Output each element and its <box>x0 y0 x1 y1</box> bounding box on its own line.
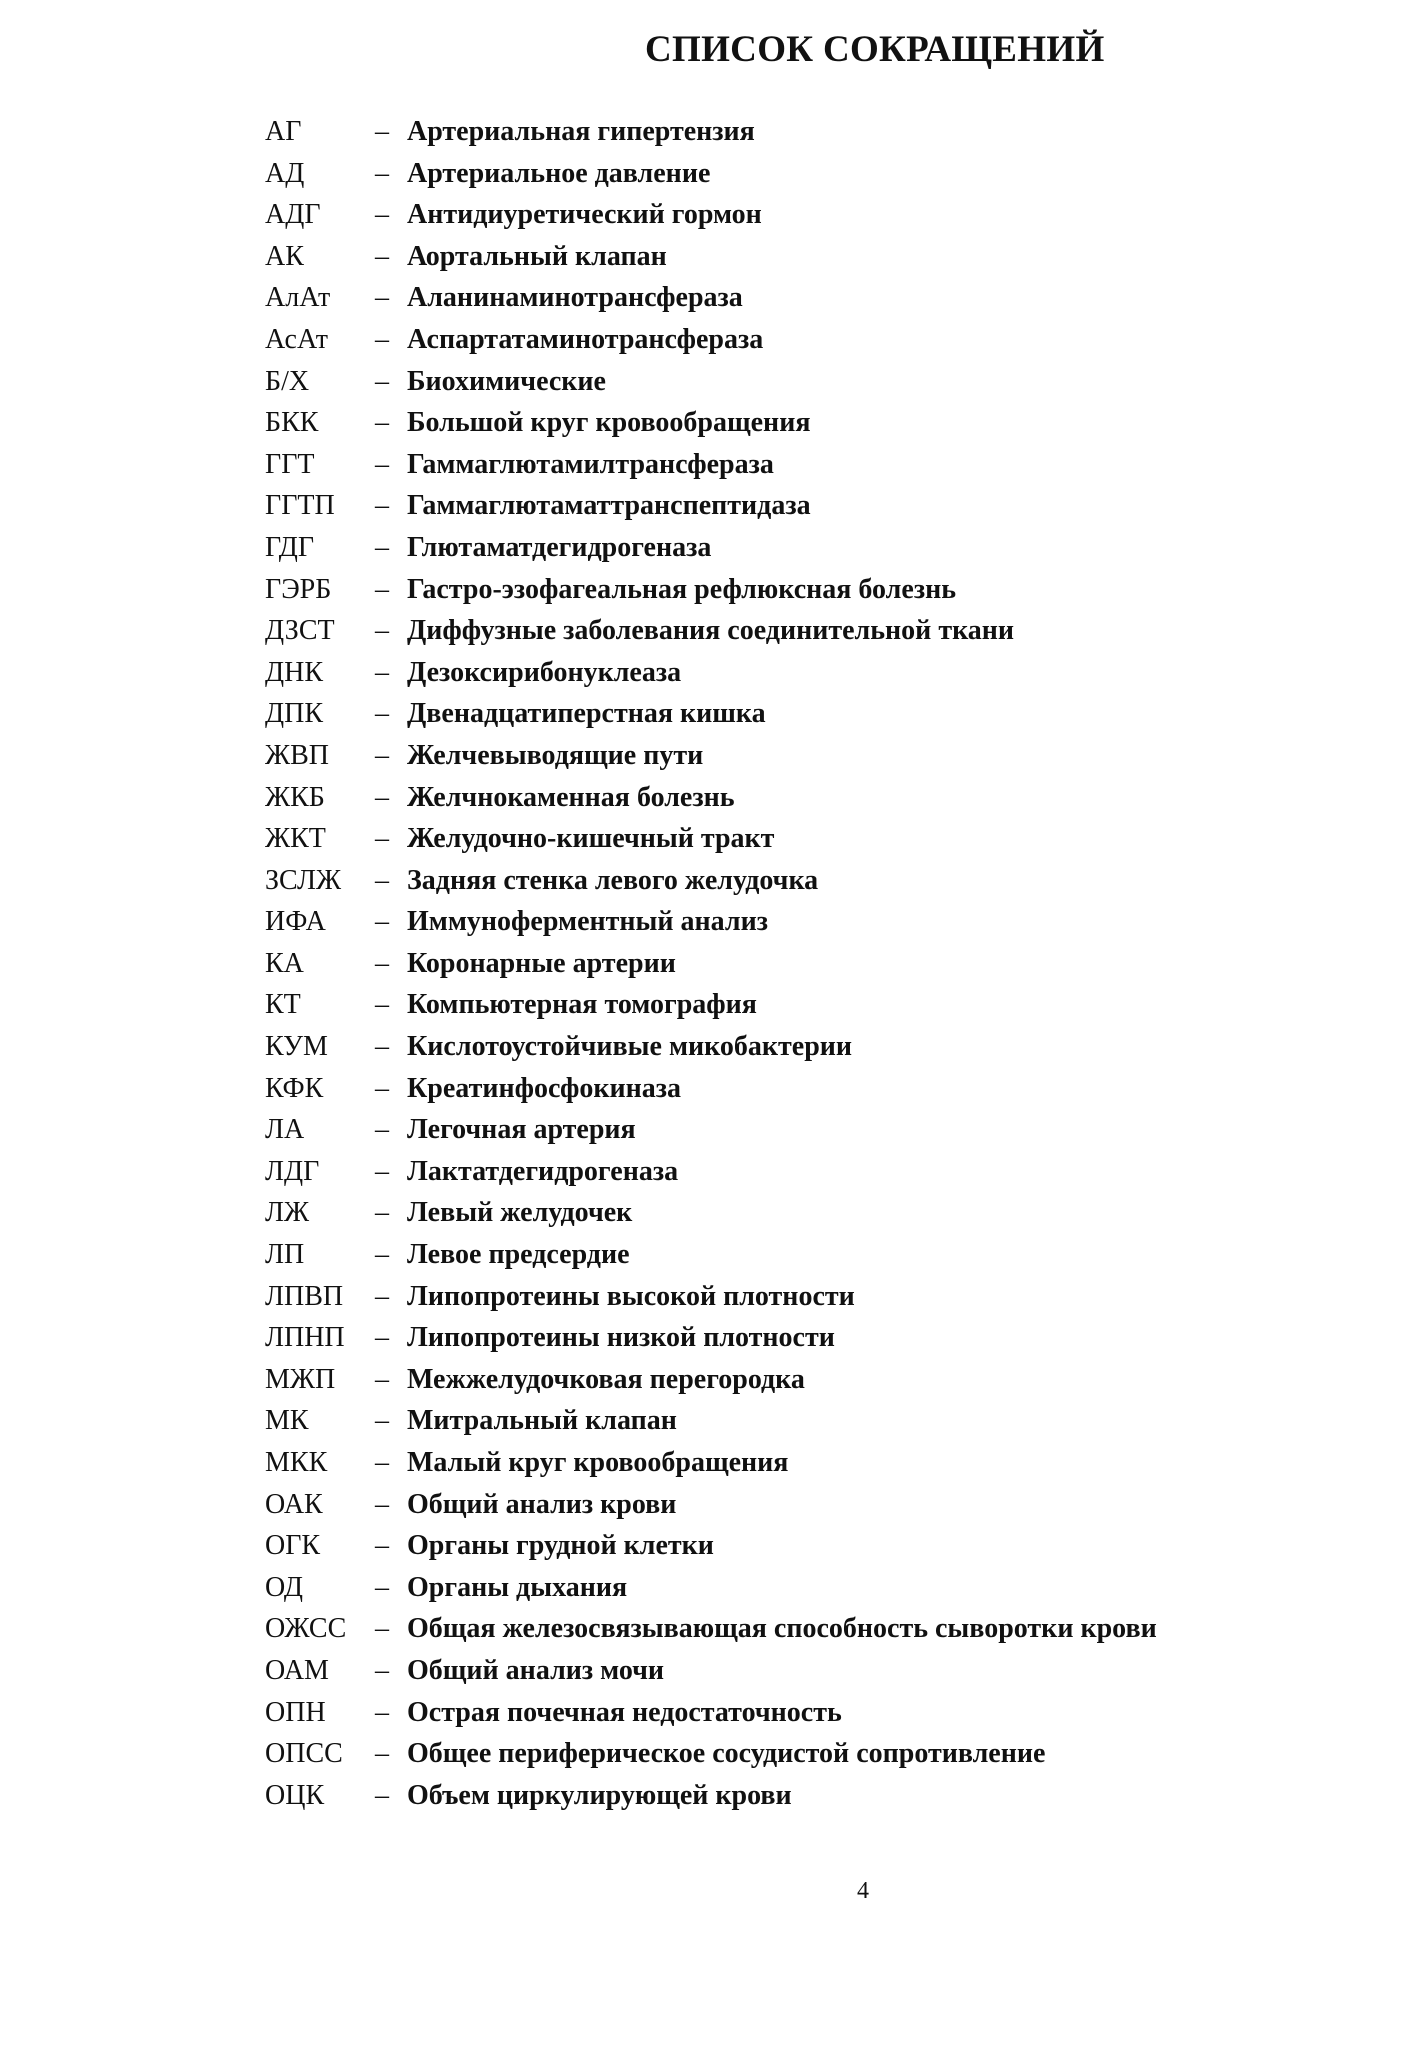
abbreviation-code: ДНК <box>265 656 323 688</box>
abbreviation-dash: – <box>375 282 389 314</box>
abbreviation-row <box>265 366 1157 408</box>
abbreviation-dash: – <box>375 656 389 688</box>
abbreviation-row <box>265 823 1157 865</box>
abbreviation-code: АГ <box>265 116 302 147</box>
abbreviation-definition: Межжелудочковая перегородка <box>407 1363 805 1395</box>
abbreviation-definition: Артериальная гипертензия <box>407 116 755 147</box>
abbreviation-list <box>265 116 1157 1821</box>
abbreviation-row <box>265 1114 1157 1156</box>
abbreviation-definition: Аортальный клапан <box>407 240 667 272</box>
abbreviation-dash: – <box>375 490 389 522</box>
abbreviation-dash: – <box>375 573 389 605</box>
abbreviation-row <box>265 989 1157 1031</box>
abbreviation-definition: Компьютерная томография <box>407 989 757 1021</box>
abbreviation-row <box>265 116 1157 158</box>
abbreviation-code: ДЗСТ <box>265 615 335 647</box>
abbreviation-code: БКК <box>265 407 319 439</box>
abbreviation-row <box>265 1073 1157 1115</box>
abbreviation-code: ОГК <box>265 1530 321 1562</box>
abbreviation-row <box>265 1447 1157 1489</box>
abbreviation-code: ИФА <box>265 906 326 938</box>
abbreviation-code: ОАМ <box>265 1654 329 1686</box>
abbreviation-row <box>265 1738 1157 1780</box>
abbreviation-row <box>265 865 1157 907</box>
abbreviation-row <box>265 1322 1157 1364</box>
abbreviation-code: МЖП <box>265 1363 336 1395</box>
abbreviation-definition: Левый желудочек <box>407 1197 633 1229</box>
abbreviation-definition: Креатинфосфокиназа <box>407 1072 682 1104</box>
abbreviation-definition: Объем циркулирующей крови <box>407 1779 792 1811</box>
abbreviation-row <box>265 282 1157 324</box>
abbreviation-definition: Общий анализ крови <box>407 1488 677 1520</box>
abbreviation-dash: – <box>375 1779 389 1811</box>
abbreviation-row <box>265 657 1157 699</box>
abbreviation-row <box>265 1489 1157 1531</box>
abbreviation-dash: – <box>375 1613 389 1645</box>
abbreviation-dash: – <box>375 1738 389 1770</box>
abbreviation-code: КА <box>265 947 304 979</box>
abbreviation-dash: – <box>375 1654 389 1686</box>
abbreviation-code: ОЖСС <box>265 1613 347 1645</box>
abbreviation-dash: – <box>375 947 389 979</box>
abbreviation-dash: – <box>375 1155 389 1187</box>
abbreviation-dash: – <box>375 1280 389 1312</box>
abbreviation-definition: Липопротеины высокой плотности <box>407 1280 855 1312</box>
abbreviation-dash: – <box>375 448 389 480</box>
abbreviation-code: ЗСЛЖ <box>265 864 342 896</box>
abbreviation-definition: Общая железосвязывающая способность сыворотки крови <box>407 1613 1157 1645</box>
abbreviation-definition: Лактатдегидрогеназа <box>407 1155 679 1187</box>
abbreviation-code: МК <box>265 1405 309 1437</box>
abbreviation-code: МКК <box>265 1447 328 1478</box>
abbreviation-definition: Желудочно-кишечный тракт <box>407 823 775 855</box>
abbreviation-row <box>265 1530 1157 1572</box>
abbreviation-code: ГГТ <box>265 448 315 480</box>
abbreviation-dash: – <box>375 781 389 813</box>
abbreviation-definition: Биохимические <box>407 365 606 397</box>
abbreviation-row <box>265 1405 1157 1447</box>
abbreviation-row <box>265 948 1157 990</box>
abbreviation-row <box>265 1613 1157 1655</box>
abbreviation-code: КУМ <box>265 1031 328 1063</box>
abbreviation-row <box>265 906 1157 948</box>
abbreviation-definition: Желчнокаменная болезнь <box>407 781 735 813</box>
abbreviation-code: ДПК <box>265 698 323 730</box>
abbreviation-row <box>265 324 1157 366</box>
abbreviation-dash: – <box>375 1363 389 1395</box>
abbreviation-definition: Митральный клапан <box>407 1405 677 1437</box>
abbreviation-dash: – <box>375 739 389 771</box>
abbreviation-dash: – <box>375 199 389 231</box>
abbreviation-code: ЛПНП <box>265 1322 345 1354</box>
abbreviation-code: ОЦК <box>265 1779 325 1811</box>
abbreviation-code: ОПСС <box>265 1738 343 1770</box>
abbreviation-row <box>265 1364 1157 1406</box>
abbreviation-row <box>265 740 1157 782</box>
abbreviation-definition: Дезоксирибонуклеаза <box>407 656 682 688</box>
abbreviation-code: АДГ <box>265 199 321 231</box>
abbreviation-dash: – <box>375 116 389 147</box>
abbreviation-definition: Легочная артерия <box>407 1114 636 1146</box>
abbreviation-dash: – <box>375 240 389 272</box>
abbreviation-row <box>265 1655 1157 1697</box>
abbreviation-code: ЛА <box>265 1114 305 1146</box>
abbreviation-row <box>265 615 1157 657</box>
abbreviation-definition: Левое предсердие <box>407 1239 630 1271</box>
abbreviation-code: КТ <box>265 989 301 1021</box>
abbreviation-definition: Кислотоустойчивые микобактерии <box>407 1031 853 1063</box>
abbreviation-code: АК <box>265 240 304 272</box>
abbreviation-code: ЖВП <box>265 739 329 771</box>
abbreviation-dash: – <box>375 1447 389 1478</box>
abbreviation-row <box>265 574 1157 616</box>
abbreviation-definition: Иммуноферментный анализ <box>407 906 768 938</box>
abbreviation-definition: Двенадцатиперстная кишка <box>407 698 766 730</box>
abbreviation-dash: – <box>375 698 389 730</box>
abbreviation-definition: Артериальное давление <box>407 157 711 189</box>
abbreviation-definition: Задняя стенка левого желудочка <box>407 864 819 896</box>
abbreviation-definition: Общий анализ мочи <box>407 1654 665 1686</box>
abbreviation-definition: Желчевыводящие пути <box>407 739 704 771</box>
abbreviation-code: ГЭРБ <box>265 573 332 605</box>
abbreviation-code: ЛЖ <box>265 1197 310 1229</box>
abbreviation-definition: Большой круг кровообращения <box>407 407 811 439</box>
abbreviation-definition: Коронарные артерии <box>407 947 676 979</box>
abbreviation-dash: – <box>375 615 389 647</box>
abbreviation-row <box>265 532 1157 574</box>
abbreviation-row <box>265 199 1157 241</box>
abbreviation-dash: – <box>375 407 389 439</box>
abbreviation-code: ЛП <box>265 1239 305 1271</box>
abbreviation-dash: – <box>375 1530 389 1562</box>
abbreviation-code: ЖКБ <box>265 781 325 813</box>
abbreviation-definition: Органы дыхания <box>407 1571 628 1603</box>
abbreviation-code: КФК <box>265 1072 324 1104</box>
abbreviation-code: ЛПВП <box>265 1280 344 1312</box>
abbreviation-definition: Гаммаглютамилтрансфераза <box>407 448 774 480</box>
abbreviation-definition: Гастро-эзофагеальная рефлюксная болезнь <box>407 573 957 605</box>
abbreviation-dash: – <box>375 1197 389 1229</box>
abbreviation-definition: Общее периферическое сосудистой сопротивление <box>407 1738 1046 1770</box>
abbreviation-dash: – <box>375 365 389 397</box>
abbreviation-definition: Диффузные заболевания соединительной ткани <box>407 615 1015 647</box>
page-number: 4 <box>857 1878 869 1904</box>
abbreviation-definition: Малый круг кровообращения <box>407 1447 789 1478</box>
abbreviation-definition: Органы грудной клетки <box>407 1530 714 1562</box>
abbreviation-dash: – <box>375 989 389 1021</box>
abbreviation-code: АД <box>265 157 305 189</box>
abbreviation-dash: – <box>375 906 389 938</box>
abbreviation-code: ЖКТ <box>265 823 326 855</box>
abbreviation-dash: – <box>375 1488 389 1520</box>
abbreviation-code: Б/Х <box>265 365 310 397</box>
abbreviation-definition: Липопротеины низкой плотности <box>407 1322 835 1354</box>
abbreviation-dash: – <box>375 157 389 189</box>
abbreviation-row <box>265 490 1157 532</box>
abbreviation-dash: – <box>375 1072 389 1104</box>
abbreviation-row <box>265 1239 1157 1281</box>
abbreviation-definition: Аланинаминотрансфераза <box>407 282 743 314</box>
abbreviation-dash: – <box>375 531 389 563</box>
abbreviation-code: АлАт <box>265 282 331 314</box>
abbreviation-row <box>265 1156 1157 1198</box>
abbreviation-dash: – <box>375 1031 389 1063</box>
abbreviation-definition: Глютаматдегидрогеназа <box>407 531 712 563</box>
abbreviation-code: АсАт <box>265 323 329 355</box>
abbreviation-dash: – <box>375 1322 389 1354</box>
abbreviation-dash: – <box>375 1405 389 1437</box>
abbreviation-definition: Гаммаглютаматтранспептидаза <box>407 490 811 522</box>
abbreviation-row <box>265 241 1157 283</box>
page-title: СПИСОК СОКРАЩЕНИЙ <box>645 29 1105 70</box>
abbreviation-dash: – <box>375 1114 389 1146</box>
abbreviation-row <box>265 1572 1157 1614</box>
abbreviation-dash: – <box>375 1696 389 1728</box>
abbreviation-row <box>265 1197 1157 1239</box>
abbreviation-dash: – <box>375 1571 389 1603</box>
abbreviation-code: ГДГ <box>265 531 315 563</box>
abbreviation-definition: Острая почечная недостаточность <box>407 1696 842 1728</box>
abbreviation-row <box>265 782 1157 824</box>
abbreviation-dash: – <box>375 823 389 855</box>
abbreviation-code: ОАК <box>265 1488 323 1520</box>
abbreviation-definition: Антидиуретический гормон <box>407 199 762 231</box>
abbreviation-row <box>265 1031 1157 1073</box>
abbreviation-code: ГГТП <box>265 490 335 522</box>
abbreviation-row <box>265 449 1157 491</box>
abbreviation-row <box>265 1697 1157 1739</box>
abbreviation-row <box>265 1281 1157 1323</box>
abbreviation-dash: – <box>375 864 389 896</box>
abbreviation-row <box>265 698 1157 740</box>
abbreviation-code: ОД <box>265 1571 303 1603</box>
abbreviation-code: ЛДГ <box>265 1155 320 1187</box>
abbreviation-dash: – <box>375 323 389 355</box>
abbreviation-row <box>265 1780 1157 1822</box>
abbreviation-row <box>265 407 1157 449</box>
abbreviation-code: ОПН <box>265 1696 326 1728</box>
abbreviation-row <box>265 158 1157 200</box>
abbreviation-dash: – <box>375 1239 389 1271</box>
abbreviation-definition: Аспартатаминотрансфераза <box>407 323 764 355</box>
